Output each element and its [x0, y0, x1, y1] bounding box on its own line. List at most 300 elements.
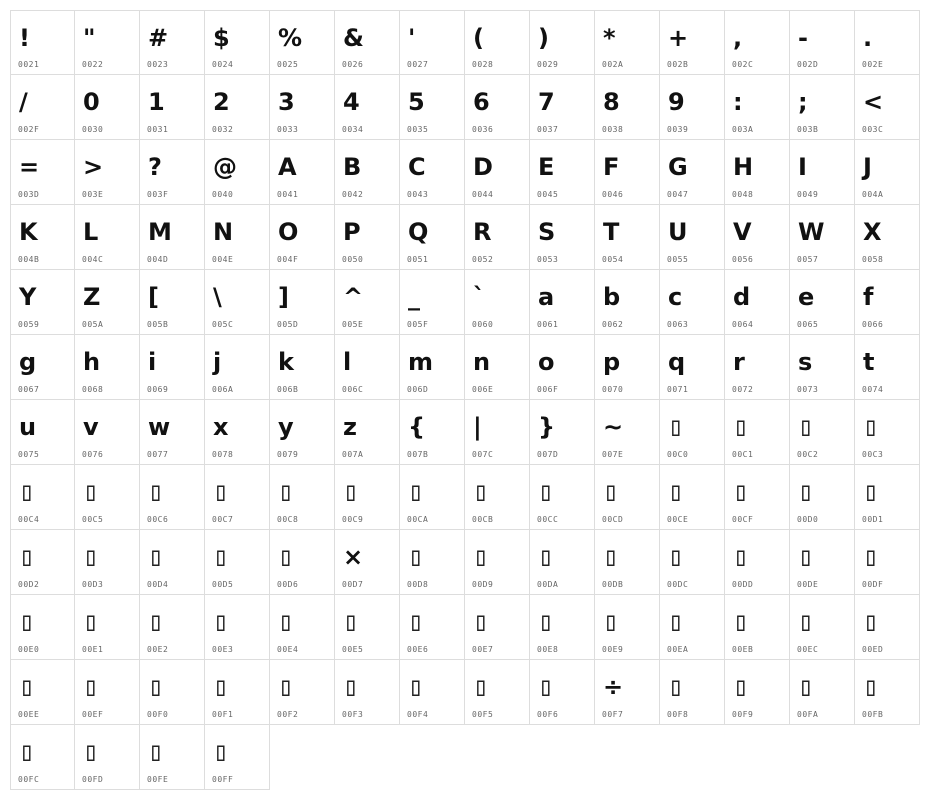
glyph-codepoint: 005E — [342, 320, 364, 329]
missing-glyph-icon: ▯ — [668, 672, 684, 702]
glyph-codepoint: 0029 — [537, 60, 559, 69]
glyph-character: 5 — [408, 88, 425, 116]
glyph-character: s — [798, 348, 813, 376]
glyph-cell — [660, 270, 725, 335]
glyph-codepoint: 00F3 — [342, 710, 364, 719]
glyph-codepoint: 0043 — [407, 190, 429, 199]
glyph-codepoint: 00D1 — [862, 515, 884, 524]
glyph-cell — [660, 75, 725, 140]
glyph-character: \ — [213, 283, 222, 311]
glyph-cell — [400, 335, 465, 400]
glyph-cell — [725, 660, 790, 725]
glyph-character: ' — [408, 24, 416, 52]
glyph-character: ! — [19, 24, 30, 52]
glyph-character: P — [343, 218, 361, 246]
missing-glyph-icon: ▯ — [278, 542, 294, 572]
missing-glyph-icon: ▯ — [733, 607, 749, 637]
glyph-codepoint: 003D — [18, 190, 40, 199]
missing-glyph-icon: ▯ — [408, 607, 424, 637]
glyph-codepoint: 00E2 — [147, 645, 169, 654]
missing-glyph-icon: ▯ — [668, 542, 684, 572]
glyph-codepoint: 0045 — [537, 190, 559, 199]
glyph-character: d — [733, 283, 751, 311]
glyph-character: 0 — [83, 88, 100, 116]
glyph-character: t — [863, 348, 875, 376]
glyph-codepoint: 0054 — [602, 255, 624, 264]
glyph-cell — [400, 10, 465, 75]
glyph-codepoint: 00DF — [862, 580, 884, 589]
glyph-character: " — [83, 24, 96, 52]
glyph-character: ; — [798, 88, 808, 116]
glyph-cell — [10, 270, 75, 335]
glyph-character: / — [19, 88, 28, 116]
glyph-cell — [205, 205, 270, 270]
glyph-cell — [855, 205, 920, 270]
missing-glyph-icon: ▯ — [733, 672, 749, 702]
glyph-codepoint: 0075 — [18, 450, 40, 459]
glyph-character: X — [863, 218, 882, 246]
glyph-codepoint: 0056 — [732, 255, 754, 264]
glyph-codepoint: 0048 — [732, 190, 754, 199]
glyph-cell — [75, 530, 140, 595]
glyph-codepoint: 00E8 — [537, 645, 559, 654]
glyph-character: 1 — [148, 88, 165, 116]
glyph-cell — [10, 140, 75, 205]
glyph-codepoint: 004C — [82, 255, 104, 264]
glyph-cell — [660, 205, 725, 270]
glyph-cell — [205, 10, 270, 75]
glyph-codepoint: 002A — [602, 60, 624, 69]
missing-glyph-icon: ▯ — [148, 542, 164, 572]
glyph-codepoint: 007D — [537, 450, 559, 459]
glyph-character: K — [19, 218, 38, 246]
glyph-codepoint: 00EA — [667, 645, 689, 654]
glyph-codepoint: 0072 — [732, 385, 754, 394]
glyph-character: u — [19, 413, 37, 441]
glyph-character: I — [798, 153, 807, 181]
glyph-codepoint: 0053 — [537, 255, 559, 264]
glyph-cell — [335, 400, 400, 465]
glyph-cell — [855, 75, 920, 140]
glyph-cell — [465, 465, 530, 530]
glyph-codepoint: 0077 — [147, 450, 169, 459]
glyph-codepoint: 00FB — [862, 710, 884, 719]
glyph-cell — [530, 270, 595, 335]
glyph-cell — [270, 140, 335, 205]
glyph-cell — [270, 10, 335, 75]
glyph-codepoint: 00F1 — [212, 710, 234, 719]
glyph-cell — [400, 595, 465, 660]
glyph-cell — [855, 465, 920, 530]
glyph-codepoint: 0026 — [342, 60, 364, 69]
glyph-cell — [660, 10, 725, 75]
glyph-character: ^ — [343, 283, 364, 311]
glyph-codepoint: 00F7 — [602, 710, 624, 719]
missing-glyph-icon: ▯ — [538, 607, 554, 637]
missing-glyph-icon: ▯ — [733, 477, 749, 507]
glyph-character: q — [668, 348, 686, 376]
glyph-cell — [790, 530, 855, 595]
glyph-character: $ — [213, 24, 230, 52]
glyph-codepoint: 003C — [862, 125, 884, 134]
glyph-codepoint: 006E — [472, 385, 494, 394]
glyph-character: * — [603, 24, 616, 52]
glyph-character: v — [83, 413, 99, 441]
glyph-character: J — [863, 153, 872, 181]
glyph-cell — [10, 335, 75, 400]
missing-glyph-icon: ▯ — [148, 477, 164, 507]
glyph-cell — [140, 75, 205, 140]
glyph-codepoint: 00E3 — [212, 645, 234, 654]
glyph-codepoint: 004F — [277, 255, 299, 264]
glyph-codepoint: 00DD — [732, 580, 754, 589]
glyph-cell — [595, 335, 660, 400]
glyph-codepoint: 006A — [212, 385, 234, 394]
glyph-codepoint: 00E7 — [472, 645, 494, 654]
glyph-cell — [465, 595, 530, 660]
glyph-cell — [855, 10, 920, 75]
glyph-codepoint: 0057 — [797, 255, 819, 264]
glyph-cell — [205, 465, 270, 530]
glyph-character: 9 — [668, 88, 685, 116]
glyph-codepoint: 0031 — [147, 125, 169, 134]
missing-glyph-icon: ▯ — [473, 672, 489, 702]
glyph-codepoint: 00FF — [212, 775, 234, 784]
missing-glyph-icon: ▯ — [19, 607, 35, 637]
missing-glyph-icon: ▯ — [798, 672, 814, 702]
glyph-codepoint: 0041 — [277, 190, 299, 199]
glyph-cell — [140, 465, 205, 530]
missing-glyph-icon: ▯ — [278, 672, 294, 702]
glyph-codepoint: 00E1 — [82, 645, 104, 654]
glyph-character: ] — [278, 283, 289, 311]
glyph-cell — [725, 335, 790, 400]
glyph-cell — [595, 465, 660, 530]
missing-glyph-icon: ▯ — [343, 672, 359, 702]
missing-glyph-icon: ▯ — [343, 607, 359, 637]
glyph-cell — [660, 140, 725, 205]
glyph-cell — [595, 595, 660, 660]
glyph-codepoint: 0036 — [472, 125, 494, 134]
glyph-codepoint: 00DA — [537, 580, 559, 589]
glyph-character: k — [278, 348, 294, 376]
glyph-character: # — [148, 24, 169, 52]
glyph-codepoint: 0023 — [147, 60, 169, 69]
glyph-cell — [140, 270, 205, 335]
glyph-character: j — [213, 348, 222, 376]
glyph-codepoint: 00CF — [732, 515, 754, 524]
glyph-cell — [400, 75, 465, 140]
glyph-character: r — [733, 348, 745, 376]
glyph-codepoint: 00C1 — [732, 450, 754, 459]
glyph-codepoint: 00F5 — [472, 710, 494, 719]
glyph-codepoint: 00C0 — [667, 450, 689, 459]
glyph-codepoint: 0035 — [407, 125, 429, 134]
glyph-codepoint: 0025 — [277, 60, 299, 69]
glyph-character: ( — [473, 24, 484, 52]
glyph-cell — [725, 595, 790, 660]
glyph-cell — [790, 335, 855, 400]
missing-glyph-icon: ▯ — [408, 477, 424, 507]
glyph-codepoint: 00E0 — [18, 645, 40, 654]
glyph-character: N — [213, 218, 234, 246]
glyph-cell — [75, 270, 140, 335]
glyph-cell — [270, 270, 335, 335]
glyph-character: , — [733, 24, 743, 52]
glyph-character: Z — [83, 283, 101, 311]
missing-glyph-icon: ▯ — [603, 542, 619, 572]
glyph-character: A — [278, 153, 297, 181]
missing-glyph-icon: ▯ — [603, 607, 619, 637]
glyph-codepoint: 0065 — [797, 320, 819, 329]
glyph-cell — [75, 205, 140, 270]
glyph-codepoint: 00EE — [18, 710, 40, 719]
glyph-cell — [140, 140, 205, 205]
glyph-character: l — [343, 348, 352, 376]
glyph-character: ~ — [603, 413, 624, 441]
glyph-cell — [465, 205, 530, 270]
missing-glyph-icon: ▯ — [83, 477, 99, 507]
glyph-cell — [855, 400, 920, 465]
glyph-cell — [75, 465, 140, 530]
glyph-codepoint: 00C2 — [797, 450, 819, 459]
missing-glyph-icon: ▯ — [733, 542, 749, 572]
glyph-character: x — [213, 413, 229, 441]
glyph-codepoint: 00E9 — [602, 645, 624, 654]
glyph-cell — [335, 140, 400, 205]
glyph-codepoint: 00DC — [667, 580, 689, 589]
glyph-codepoint: 0068 — [82, 385, 104, 394]
glyph-codepoint: 00F0 — [147, 710, 169, 719]
missing-glyph-icon: ▯ — [213, 542, 229, 572]
glyph-codepoint: 005C — [212, 320, 234, 329]
glyph-codepoint: 00CA — [407, 515, 429, 524]
glyph-codepoint: 0051 — [407, 255, 429, 264]
glyph-cell — [140, 660, 205, 725]
glyph-cell — [790, 10, 855, 75]
glyph-cell — [10, 75, 75, 140]
glyph-codepoint: 0039 — [667, 125, 689, 134]
missing-glyph-icon: ▯ — [668, 412, 684, 442]
glyph-codepoint: 00FC — [18, 775, 40, 784]
glyph-codepoint: 00C9 — [342, 515, 364, 524]
glyph-cell — [530, 595, 595, 660]
missing-glyph-icon: ▯ — [83, 607, 99, 637]
glyph-codepoint: 00EC — [797, 645, 819, 654]
missing-glyph-icon: ▯ — [798, 542, 814, 572]
glyph-codepoint: 0022 — [82, 60, 104, 69]
glyph-cell — [855, 335, 920, 400]
glyph-codepoint: 00D9 — [472, 580, 494, 589]
missing-glyph-icon: ▯ — [603, 477, 619, 507]
glyph-character: 8 — [603, 88, 620, 116]
glyph-codepoint: 0078 — [212, 450, 234, 459]
glyph-cell — [10, 595, 75, 660]
glyph-character: e — [798, 283, 815, 311]
glyph-cell — [400, 205, 465, 270]
glyph-cell — [335, 205, 400, 270]
glyph-cell — [465, 335, 530, 400]
glyph-cell — [855, 595, 920, 660]
glyph-codepoint: 005A — [82, 320, 104, 329]
glyph-codepoint: 0064 — [732, 320, 754, 329]
glyph-cell — [205, 400, 270, 465]
glyph-codepoint: 0049 — [797, 190, 819, 199]
glyph-cell — [140, 530, 205, 595]
glyph-character: D — [473, 153, 493, 181]
glyph-cell — [75, 400, 140, 465]
glyph-codepoint: 00FE — [147, 775, 169, 784]
glyph-cell — [465, 140, 530, 205]
glyph-codepoint: 0037 — [537, 125, 559, 134]
glyph-character: S — [538, 218, 556, 246]
glyph-cell — [725, 10, 790, 75]
glyph-codepoint: 00FD — [82, 775, 104, 784]
glyph-codepoint: 00D6 — [277, 580, 299, 589]
glyph-character: & — [343, 24, 364, 52]
glyph-codepoint: 0074 — [862, 385, 884, 394]
glyph-cell — [140, 400, 205, 465]
glyph-codepoint: 00D4 — [147, 580, 169, 589]
glyph-codepoint: 006D — [407, 385, 429, 394]
glyph-codepoint: 00CE — [667, 515, 689, 524]
glyph-character: h — [83, 348, 101, 376]
glyph-character: % — [278, 24, 303, 52]
glyph-character: T — [603, 218, 620, 246]
glyph-cell — [205, 335, 270, 400]
glyph-cell — [595, 400, 660, 465]
glyph-codepoint: 007C — [472, 450, 494, 459]
glyph-cell — [790, 660, 855, 725]
missing-glyph-icon: ▯ — [83, 542, 99, 572]
glyph-cell — [790, 270, 855, 335]
glyph-cell — [335, 270, 400, 335]
glyph-codepoint: 0033 — [277, 125, 299, 134]
glyph-codepoint: 0076 — [82, 450, 104, 459]
glyph-codepoint: 0069 — [147, 385, 169, 394]
glyph-character: = — [19, 153, 40, 181]
glyph-codepoint: 00D0 — [797, 515, 819, 524]
glyph-character: b — [603, 283, 621, 311]
glyph-codepoint: 0052 — [472, 255, 494, 264]
glyph-cell — [400, 270, 465, 335]
missing-glyph-icon: ▯ — [863, 412, 879, 442]
glyph-codepoint: 0055 — [667, 255, 689, 264]
glyph-cell — [725, 140, 790, 205]
missing-glyph-icon: ▯ — [213, 672, 229, 702]
glyph-cell — [660, 660, 725, 725]
glyph-codepoint: 003E — [82, 190, 104, 199]
missing-glyph-icon: ▯ — [19, 477, 35, 507]
glyph-cell — [725, 465, 790, 530]
glyph-character: o — [538, 348, 555, 376]
glyph-cell — [205, 595, 270, 660]
glyph-cell — [530, 335, 595, 400]
glyph-codepoint: 00C6 — [147, 515, 169, 524]
glyph-cell — [400, 530, 465, 595]
glyph-codepoint: 00D8 — [407, 580, 429, 589]
glyph-cell — [660, 530, 725, 595]
glyph-codepoint: 003F — [147, 190, 169, 199]
glyph-cell — [725, 205, 790, 270]
missing-glyph-icon: ▯ — [733, 412, 749, 442]
glyph-codepoint: 0034 — [342, 125, 364, 134]
missing-glyph-icon: ▯ — [83, 672, 99, 702]
glyph-cell — [595, 75, 660, 140]
glyph-cell — [465, 400, 530, 465]
glyph-codepoint: 0040 — [212, 190, 234, 199]
glyph-character: ÷ — [603, 673, 624, 701]
glyph-cell — [790, 205, 855, 270]
glyph-codepoint: 0042 — [342, 190, 364, 199]
glyph-character: H — [733, 153, 754, 181]
glyph-cell — [855, 140, 920, 205]
glyph-codepoint: 00FA — [797, 710, 819, 719]
glyph-character: ` — [473, 283, 485, 311]
glyph-codepoint: 00D3 — [82, 580, 104, 589]
glyph-codepoint: 0044 — [472, 190, 494, 199]
glyph-cell — [140, 725, 205, 790]
glyph-cell — [400, 140, 465, 205]
glyph-cell — [270, 75, 335, 140]
glyph-character: i — [148, 348, 157, 376]
missing-glyph-icon: ▯ — [343, 477, 359, 507]
glyph-cell — [10, 725, 75, 790]
glyph-codepoint: 0061 — [537, 320, 559, 329]
glyph-codepoint: 0058 — [862, 255, 884, 264]
glyph-codepoint: 0070 — [602, 385, 624, 394]
glyph-character: W — [798, 218, 825, 246]
glyph-cell — [855, 270, 920, 335]
glyph-codepoint: 006F — [537, 385, 559, 394]
glyph-cell — [660, 595, 725, 660]
glyph-codepoint: 004D — [147, 255, 169, 264]
glyph-cell — [75, 10, 140, 75]
missing-glyph-icon: ▯ — [863, 542, 879, 572]
glyph-cell — [10, 530, 75, 595]
glyph-character: V — [733, 218, 752, 246]
glyph-cell — [335, 595, 400, 660]
glyph-cell — [335, 465, 400, 530]
missing-glyph-icon: ▯ — [538, 542, 554, 572]
missing-glyph-icon: ▯ — [798, 412, 814, 442]
glyph-cell — [75, 140, 140, 205]
glyph-codepoint: 007B — [407, 450, 429, 459]
glyph-cell — [335, 75, 400, 140]
glyph-cell — [725, 270, 790, 335]
glyph-cell — [855, 660, 920, 725]
glyph-codepoint: 00EB — [732, 645, 754, 654]
glyph-cell — [725, 75, 790, 140]
glyph-character: F — [603, 153, 620, 181]
glyph-codepoint: 0024 — [212, 60, 234, 69]
missing-glyph-icon: ▯ — [213, 607, 229, 637]
glyph-cell — [10, 205, 75, 270]
glyph-codepoint: 0030 — [82, 125, 104, 134]
glyph-codepoint: 005B — [147, 320, 169, 329]
glyph-cell — [530, 10, 595, 75]
glyph-codepoint: 0066 — [862, 320, 884, 329]
glyph-cell — [270, 400, 335, 465]
glyph-cell — [10, 660, 75, 725]
glyph-codepoint: 00C5 — [82, 515, 104, 524]
glyph-codepoint: 007E — [602, 450, 624, 459]
glyph-cell — [270, 335, 335, 400]
glyph-cell — [205, 530, 270, 595]
glyph-cell — [75, 335, 140, 400]
glyph-cell — [530, 400, 595, 465]
glyph-codepoint: 004E — [212, 255, 234, 264]
